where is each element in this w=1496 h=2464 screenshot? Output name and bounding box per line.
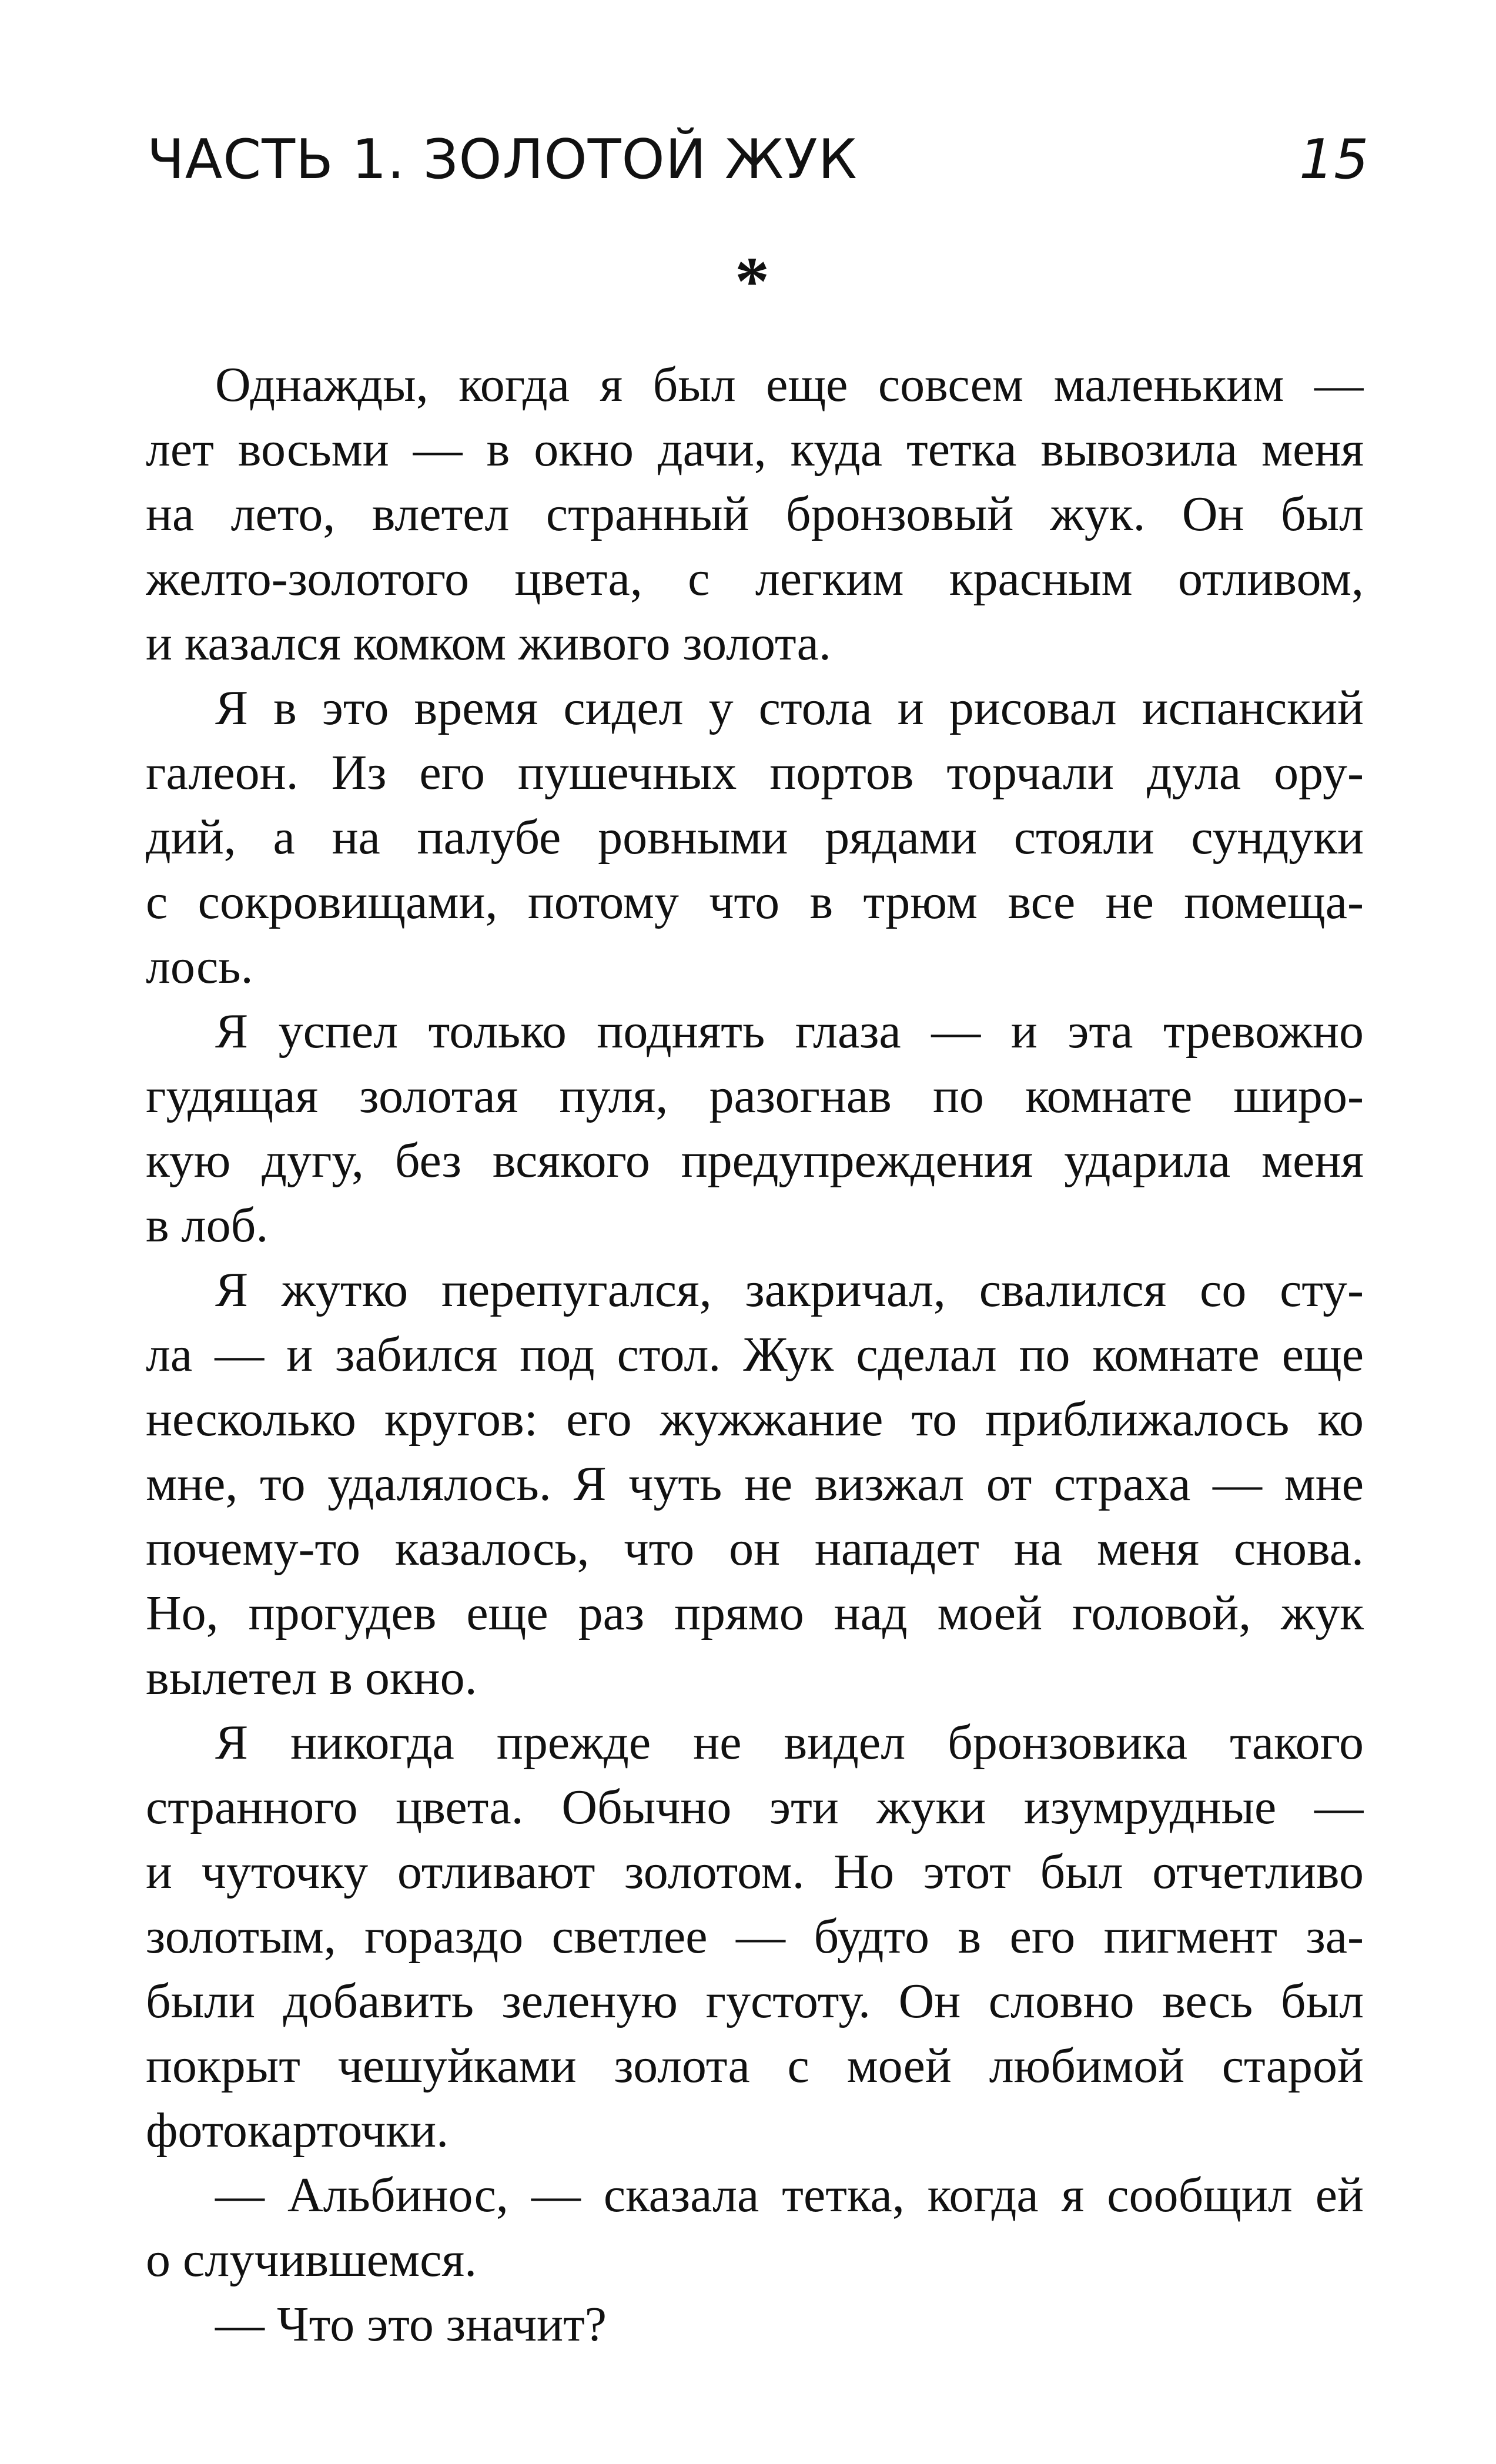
text-line: мне, то удалялось. Я чуть не визжал от страха — мне [146,1457,1364,1511]
page-number: 15 [1299,128,1369,191]
text-line: Я никогда прежде не видел бронзовика такого [215,1715,1364,1770]
running-title: ЧАСТЬ 1. ЗОЛОТОЙ ЖУК [147,128,858,191]
text-line: галеон. Из его пушечных портов торчали дула ору- [146,745,1364,800]
text-line: лет восьми — в окно дачи, куда тетка вывозила меня [146,422,1364,477]
text-line: золотым, гораздо светлее — будто в его пигмент за- [146,1909,1364,1964]
section-separator: * [735,243,769,320]
text-line: были добавить зеленую густоту. Он словно весь был [146,1974,1364,2028]
text-line: с сокровищами, потому что в трюм все не помеща- [146,875,1364,929]
text-line: ла — и забился под стол. Жук сделал по комнате еще [146,1327,1364,1382]
text-line: и казался комком живого золота. [146,616,831,671]
text-line: вылетел в окно. [146,1651,477,1705]
text-line: желто-золотого цвета, с легким красным отливом, [146,551,1364,606]
text-line: кую дугу, без всякого предупреждения ударила меня [146,1133,1364,1188]
body-text [146,353,1364,2357]
text-line: почему-то казалось, что он нападет на меня снова. [146,1521,1364,1576]
text-line: лось. [146,939,253,994]
text-line: Я успел только поднять глаза — и эта тревожно [215,1004,1364,1059]
text-line: фотокарточки. [146,2103,449,2158]
text-line: в лоб. [146,1198,269,1253]
text-line: покрыт чешуйками золота с моей любимой старой [146,2038,1364,2093]
text-line: на лето, влетел странный бронзовый жук. Он был [146,487,1364,541]
text-line: Я жутко перепугался, закричал, свалился со сту- [215,1263,1364,1317]
text-line: Но, прогудев еще раз прямо над моей головой, жук [146,1586,1364,1641]
text-line: несколько кругов: его жужжание то приближалось ко [146,1392,1364,1447]
text-line: странного цвета. Обычно эти жуки изумрудные — [146,1780,1364,1834]
text-line: Я в это время сидел у стола и рисовал испанский [215,681,1364,735]
text-line: и чуточку отливают золотом. Но этот был отчетливо [146,1844,1364,1899]
text-line: Однажды, когда я был еще совсем маленьким — [215,357,1364,412]
text-line: о случившемся. [146,2232,477,2287]
text-line: гудящая золотая пуля, разогнав по комнате широ- [146,1069,1364,1123]
text-line: — Что это значит? [215,2297,607,2352]
text-line: дий, а на палубе ровными рядами стояли сундуки [146,810,1364,865]
text-line: — Альбинос, — сказала тетка, когда я сообщил ей [215,2168,1364,2222]
